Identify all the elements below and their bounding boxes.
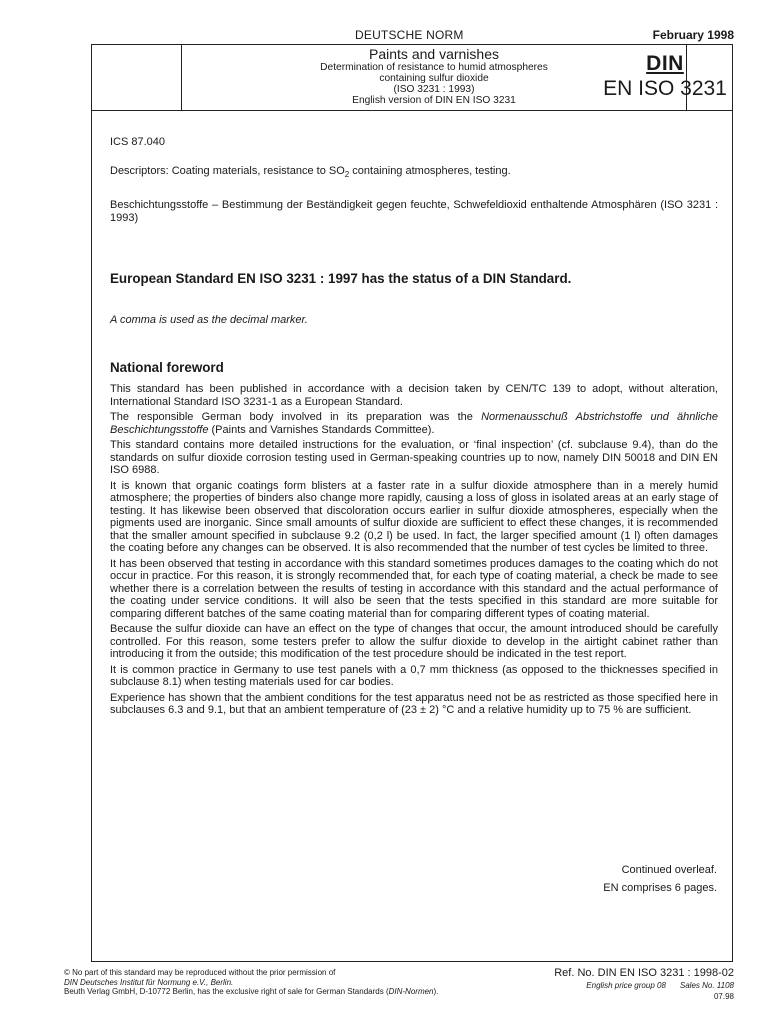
document-subtitle-2: containing sulfur dioxide [379, 73, 489, 84]
copyright-line-3-end: ). [433, 987, 439, 997]
foreword-p2-text: The responsible German body involved in its preparation was the [110, 411, 482, 423]
norm-label: DEUTSCHE NORM [355, 28, 464, 42]
descriptors-text: Descriptors: Coating materials, resistance to SO [110, 165, 345, 177]
copyright-org: DIN Deutsches Institut für Normung e.V., Berlin. [64, 977, 234, 987]
foreword-paragraph-5: It has been observed that testing in accordance with this standard sometimes produces damages to the coating which do not occur in practice. For this reason, it is strongly recommended that, for each type of coating material, a check be made to see whether there is a correlation between the results of testing in accordance with this standard and the actual performance of the coating under service conditions. It will also be seen that the tests specified in this standard are more suitable for comparing different batches of the same coating material than for comparing different types of coating material. [110, 557, 718, 620]
foreword-paragraph-1: This standard has been published in accordance with a decision taken by CEN/TC 139 to adopt, without alteration, International Standard ISO 3231-1 as a European Standard. [110, 383, 718, 408]
descriptors [110, 165, 718, 182]
copyright-line-1: © No part of this standard may be reproduced without the prior permission of [64, 968, 336, 977]
foreword-p2-committee: Normenausschuß Abstrichstoffe und ähnliche Beschichtungsstoffe [110, 411, 718, 436]
ics-code: ICS 87.040 [110, 136, 166, 148]
descriptors-subscript: 2 [344, 170, 350, 180]
header-row [91, 44, 733, 111]
din-logo: DIN [646, 52, 684, 75]
price-info [586, 981, 734, 990]
price-group: English price group 08 [586, 981, 666, 990]
copyright-line-3 [64, 987, 524, 997]
document-title: Paints and varnishes [369, 46, 499, 62]
document-subtitle-1: Determination of resistance to humid atmospheres [320, 62, 548, 73]
print-code: 07.98 [713, 992, 734, 1001]
copyright-line-2 [64, 978, 524, 988]
decimal-marker-note: A comma is used as the decimal marker. [110, 314, 308, 326]
continuation-note [603, 861, 717, 897]
national-foreword-body [110, 383, 718, 720]
header-logo-cell [597, 44, 733, 110]
foreword-p2-text-end: (Paints and Varnishes Standards Committee). [208, 423, 435, 436]
document-subtitle-3: (ISO 3231 : 1993) [393, 84, 475, 95]
german-title: Beschichtungsstoffe – Bestimmung der Beständigkeit gegen feuchte, Schwefeldioxid enthaltende Atmosphären (ISO 3231 : 1993) [110, 199, 718, 224]
standard-number: EN ISO 3231 [603, 77, 727, 100]
copyright-notice [64, 968, 524, 997]
national-foreword-heading: National foreword [110, 360, 224, 375]
continued-overleaf: Continued overleaf. [621, 864, 717, 876]
status-statement: European Standard EN ISO 3231 : 1997 has the status of a DIN Standard. [110, 271, 572, 286]
reference-number: Ref. No. DIN EN ISO 3231 : 1998-02 [554, 967, 734, 979]
foreword-paragraph-7: It is common practice in Germany to use test panels with a 0,7 mm thickness (as opposed to the thicknesses specified in subclause 8.1) when testing materials used for car bodies. [110, 663, 718, 688]
copyright-din-normen: DIN-Normen [388, 987, 434, 997]
descriptors-text-end: containing atmospheres, testing. [349, 165, 511, 177]
page-count: EN comprises 6 pages. [603, 882, 717, 894]
copyright-line-3-text: Beuth Verlag GmbH, D-10772 Berlin, has the exclusive right of sale for German Standards ( [64, 987, 389, 997]
foreword-paragraph-4: It is known that organic coatings form blisters at a faster rate in a sulfur dioxide atmosphere than in a merely humid atmosphere; the properties of binders also change more rapidly, causing a loss of gloss in isolated areas at an early stage of testing. It has likewise been observed that discoloration occurs earlier in sulfur dioxide atmospheres, especially when the pigments used are inorganic. Since small amounts of sulfur dioxide are sufficient to effect these changes, it is recommended that the smaller amount specified in subclause 9.2 (0,2 l) be used. In fact, the larger specified amount (1 l) often damages the coating before any changes can be observed. It is also recommended that the number of test cycles be limited to three. [110, 479, 718, 554]
header-left-cell [91, 44, 182, 110]
document-subtitle-4: English version of DIN EN ISO 3231 [352, 95, 516, 106]
foreword-paragraph-3: This standard contains more detailed instructions for the evaluation, or ‘final inspection’ (cf. subclause 9.4), than do the standards on sulfur dioxide corrosion testing used in German-speaking countries up to now, namely DIN 50018 and DIN EN ISO 6988. [110, 439, 718, 476]
foreword-paragraph-6: Because the sulfur dioxide can have an effect on the type of changes that occur, the amount introduced should be carefully controlled. For this reason, some testers prefer to allow the sulfur dioxide to develop in the airtight cabinet rather than introducing it from the outside; this modification of the test procedure should be indicated in the test report. [110, 623, 718, 660]
foreword-paragraph-8: Experience has shown that the ambient conditions for the test apparatus need not be as restricted as those specified here in subclauses 6.3 and 9.1, but that an ambient temperature of (23 ± 2) °C and a relative humidity up to 75 % are sufficient. [110, 691, 718, 716]
publication-date: February 1998 [652, 28, 734, 42]
foreword-paragraph-2 [110, 411, 718, 436]
sales-number: Sales No. 1108 [679, 981, 734, 990]
